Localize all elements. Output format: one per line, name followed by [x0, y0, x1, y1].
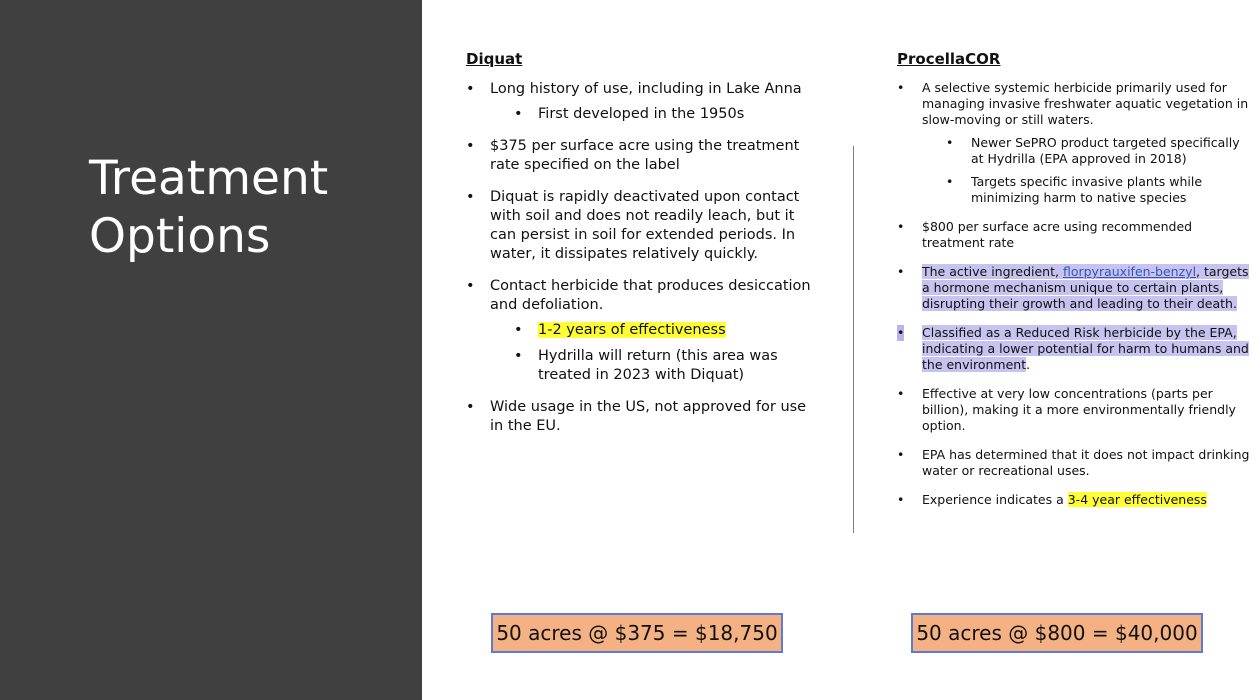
list-item-text: Long history of use, including in Lake Anna — [490, 81, 802, 97]
slide-title-line-2: Options — [89, 209, 271, 264]
sub-list — [514, 105, 811, 124]
list-item-text: A selective systemic herbicide primarily used for managing invasive freshwater aquatic vegetation in slow-moving or still waters. — [922, 80, 1249, 127]
highlighted-text: 3-4 year effectiveness — [1067, 492, 1207, 507]
selected-text[interactable]: , targets a hormone mechanism unique to certain plants, disrupting their growth and leading to their death. — [922, 264, 1249, 311]
list-item — [466, 80, 811, 124]
list-item — [897, 492, 1253, 508]
list-item: • Effective at very low concentrations (parts per billion), making it a more environmentally friendly option. — [897, 386, 1253, 434]
ingredient-link[interactable]: florpyrauxifen-benzyl — [1062, 264, 1197, 279]
list-item[interactable] — [897, 325, 1253, 373]
list-item — [514, 321, 811, 340]
column-divider — [853, 146, 854, 533]
procellacor-list — [897, 80, 1253, 508]
sub-list — [946, 135, 1253, 206]
list-item: • $375 per surface acre using the treatment rate specified on the label — [466, 137, 811, 175]
procellacor-heading: ProcellaCOR — [897, 50, 1001, 68]
list-item-text: Experience indicates a — [922, 492, 1068, 507]
title-panel — [0, 0, 422, 700]
list-item: • Hydrilla will return (this area was treated in 2023 with Diquat) — [514, 347, 811, 385]
list-item: • Wide usage in the US, not approved for use in the EU. — [466, 398, 811, 436]
list-item: • First developed in the 1950s — [514, 105, 811, 124]
list-item: • $800 per surface acre using recommended treatment rate — [897, 219, 1253, 251]
list-item-text: Contact herbicide that produces desiccation and defoliation. — [490, 278, 811, 313]
diquat-column — [466, 50, 811, 449]
list-item: • Newer SePRO product targeted specifically at Hydrilla (EPA approved in 2018) — [946, 135, 1253, 167]
diquat-list — [466, 80, 811, 436]
slide-title-line-1: Treatment — [89, 151, 329, 206]
list-item — [897, 80, 1253, 206]
list-item — [466, 277, 811, 385]
highlighted-text: 1-2 years of effectiveness — [538, 322, 726, 338]
procellacor-column — [897, 50, 1253, 521]
sub-list — [514, 321, 811, 385]
selected-text[interactable]: Classified as a Reduced Risk herbicide by the EPA, indicating a lower potential for harm to humans and the environment — [922, 325, 1249, 372]
list-item: • Diquat is rapidly deactivated upon contact with soil and does not readily leach, but it can persist in soil for extended periods. In water, it dissipates relatively quickly. — [466, 188, 811, 264]
procellacor-cost-box[interactable]: 50 acres @ $800 = $40,000 — [911, 613, 1203, 653]
slide-title — [89, 150, 328, 266]
list-item-text: . — [1026, 357, 1031, 372]
selected-text[interactable]: The active ingredient, — [922, 264, 1063, 279]
diquat-heading: Diquat — [466, 50, 523, 68]
list-item: • EPA has determined that it does not impact drinking water or recreational uses. — [897, 447, 1253, 479]
diquat-cost-box[interactable]: 50 acres @ $375 = $18,750 — [491, 613, 783, 653]
list-item[interactable] — [897, 264, 1253, 312]
list-item: • Targets specific invasive plants while minimizing harm to native species — [946, 174, 1253, 206]
